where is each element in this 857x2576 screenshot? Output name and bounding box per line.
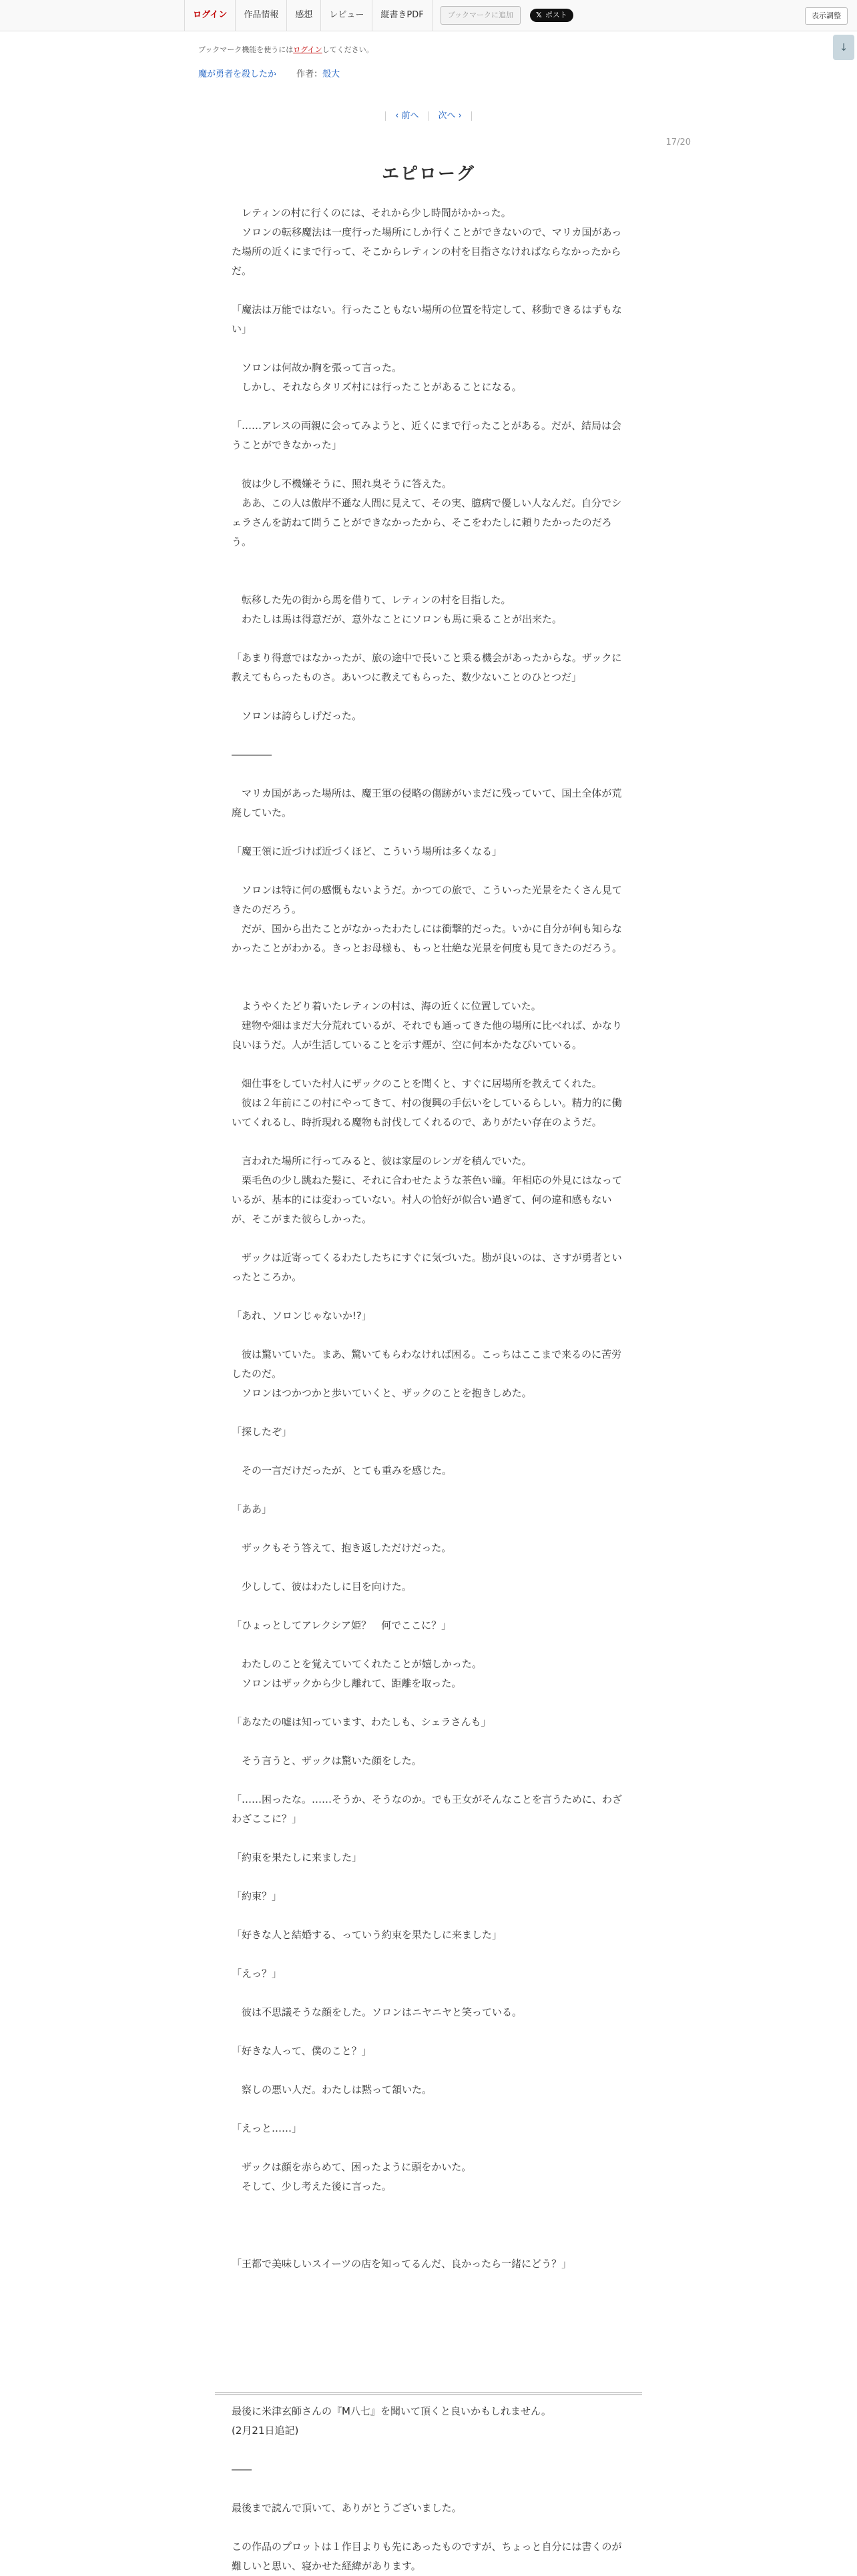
body-blank-line <box>232 1287 627 1306</box>
body-paragraph: ソロンはザックから少し離れて、距離を取った。 <box>232 1677 462 1689</box>
body-paragraph: 「探したぞ」 <box>232 1426 292 1438</box>
body-paragraph: 察しの悪い人だ。わたしは黙って頷いた。 <box>232 2084 433 2096</box>
body-paragraph: 「約束を果たしに来ました」 <box>232 1851 362 1863</box>
body-blank-line <box>232 1519 627 1539</box>
body-paragraph: ザックもそう答えて、抱き返しただけだった。 <box>232 1542 452 1554</box>
body-blank-line <box>232 977 627 997</box>
body-blank-line <box>232 1829 627 1848</box>
body-paragraph: 彼は不思議そうな顔をした。ソロンはニヤニヤと笑っている。 <box>232 2006 523 2018</box>
author-link[interactable]: 殻大 <box>322 69 340 79</box>
afterword-divider <box>215 2393 642 2395</box>
body-blank-line <box>232 1635 627 1655</box>
body-paragraph: レティンの村に行くのには、それから少し時間がかかった。 <box>232 207 511 219</box>
body-paragraph: ああ、この人は傲岸不遜な人間に見えて、その実、臆病で優しい人なんだ。自分でシェラさんを訪ねて問うことができなかったから、そこをわたしに頼りたかったのだろう。 <box>232 497 622 548</box>
body-blank-line <box>232 765 627 784</box>
login-link[interactable]: ログイン <box>184 0 236 31</box>
body-blank-line <box>232 1597 627 1616</box>
login-notice <box>198 44 374 55</box>
body-blank-line <box>232 2216 627 2235</box>
body-paragraph: 「好きな人と結婚する、っていう約束を果たしに来ました」 <box>232 1929 503 1941</box>
body-paragraph: その一言だけだったが、とても重みを感じた。 <box>232 1464 453 1476</box>
top-navigation <box>184 0 573 31</box>
body-paragraph: わたしは馬は得意だが、意外なことにソロンも馬に乗ることが出来た。 <box>232 613 563 625</box>
body-paragraph: 「魔法は万能ではない。行ったこともない場所の位置を特定して、移動できるはずもない」 <box>232 304 622 335</box>
body-blank-line <box>232 629 627 649</box>
body-blank-line <box>232 1132 627 1152</box>
body-paragraph: 「あれ、ソロンじゃないか!?」 <box>232 1310 372 1322</box>
prev-chapter-link[interactable]: ‹ 前へ <box>395 111 419 121</box>
afterword-paragraph: 最後に米津玄師さんの『M八七』を聞いて頂くと良いかもしれません。 <box>232 2405 551 2417</box>
body-paragraph: ソロンは誇らしげだった。 <box>232 710 362 722</box>
body-paragraph: 「……アレスの両親に会ってみようと、近くにまで行ったことがある。だが、結局は会うことができなかった」 <box>232 420 621 451</box>
body-paragraph: ソロンの転移魔法は一度行った場所にしか行くことができないので、マリカ国があった場所の近くにまで行って、そこからレティンの村を目指さなければならなかったからだ。 <box>232 226 622 277</box>
next-chapter-link[interactable]: 次へ › <box>438 111 462 121</box>
body-paragraph: 「魔王領に近づけば近づくほど、こういう場所は多くなる」 <box>232 845 503 857</box>
body-paragraph: ソロンは特に何の感慨もないようだ。かつての旅で、こういった光景をたくさん見てきたのだろう。 <box>232 884 622 915</box>
body-paragraph: 「あなたの嘘は知っています、わたしも、シェラさんも」 <box>232 1716 491 1728</box>
post-to-x-label: ポスト <box>545 11 567 19</box>
body-paragraph: だが、国から出たことがなかったわたしには衝撃的だった。いかに自分が何も知らなかったことがわかる。きっとお母様も、もっと壮絶な光景を何度も見てきたのだろう。 <box>232 923 623 954</box>
scroll-down-icon[interactable]: ↓ <box>833 35 854 60</box>
body-blank-line <box>232 455 627 474</box>
series-info <box>198 67 340 79</box>
body-paragraph: 「約束？」 <box>232 1890 282 1902</box>
body-paragraph: 言われた場所に行ってみると、彼は家屋のレンガを積んでいた。 <box>232 1155 532 1167</box>
vertical-pdf-link[interactable]: 縦書きPDF <box>372 0 432 31</box>
body-paragraph: そう言うと、ザックは驚いた顔をした。 <box>232 1755 422 1767</box>
body-blank-line <box>232 339 627 358</box>
afterword-blank-line <box>232 2518 627 2537</box>
notice-text-before: ブックマーク機能を使うには <box>198 45 294 54</box>
afterword-paragraph: 最後まで読んで頂いて、ありがとうございました。 <box>232 2502 462 2514</box>
body-blank-line <box>232 571 627 590</box>
pager-divider <box>471 111 472 121</box>
afterword-blank-line <box>232 2479 627 2499</box>
body-blank-line <box>232 2196 627 2216</box>
notice-login-link[interactable]: ログイン <box>293 45 322 54</box>
body-paragraph: マリカ国があった場所は、魔王軍の侵略の傷跡がいまだに残っていて、国土全体が荒廃していた。 <box>232 787 622 819</box>
body-blank-line <box>232 1732 627 1751</box>
series-title-link[interactable]: 魔が勇者を殺したか <box>198 69 277 79</box>
body-paragraph: ザックは顔を赤らめて、困ったように頭をかいた。 <box>232 2161 472 2173</box>
body-paragraph: 「えっと……」 <box>232 2122 302 2134</box>
body-paragraph: しかし、それならタリズ村には行ったことがあることになる。 <box>232 381 522 393</box>
body-blank-line <box>232 1055 627 1074</box>
body-paragraph: 転移した先の街から馬を借りて、レティンの村を目指した。 <box>232 594 511 606</box>
body-paragraph: 「あまり得意ではなかったが、旅の途中で長いこと乗る機会があったからな。ザックに教えてもらったものさ。あいつに教えてもらった、数少ないことのひとつだ」 <box>232 652 622 683</box>
body-paragraph: 「えっ？」 <box>232 1968 282 1980</box>
body-blank-line <box>232 1867 627 1887</box>
afterword-paragraph: この作品のプロットは１作目よりも先にあったものですが、ちょっと自分には書くのが難しいと思い、寝かせた経緯があります。 <box>232 2541 622 2572</box>
top-navigation-bar <box>0 0 857 31</box>
body-blank-line <box>232 1558 627 1577</box>
afterword-paragraph: ―― <box>232 2463 252 2475</box>
body-blank-line <box>232 1326 627 1345</box>
body-blank-line <box>232 552 627 571</box>
body-blank-line <box>232 861 627 881</box>
body-blank-line <box>232 1771 627 1790</box>
body-paragraph: ようやくたどり着いたレティンの村は、海の近くに位置していた。 <box>232 1000 541 1012</box>
body-paragraph: 「ひょっとしてアレクシア姫？ 何でここに？」 <box>232 1619 452 1631</box>
afterword-paragraph: (2月21日追記) <box>232 2425 299 2437</box>
body-blank-line <box>232 397 627 416</box>
work-info-link[interactable]: 作品情報 <box>236 0 287 31</box>
body-blank-line <box>232 1229 627 1248</box>
body-blank-line <box>232 281 627 300</box>
afterword <box>232 2402 627 2576</box>
body-blank-line <box>232 2138 627 2158</box>
body-paragraph: そして、少し考えた後に言った。 <box>232 2180 392 2192</box>
notice-text-after: してください。 <box>322 45 374 54</box>
body-blank-line <box>232 1480 627 1500</box>
body-paragraph: 少しして、彼はわたしに目を向けた。 <box>232 1581 412 1593</box>
body-blank-line <box>232 1906 627 1925</box>
afterword-blank-line <box>232 2441 627 2460</box>
chapter-pager <box>0 108 857 121</box>
author-label: 作者： <box>296 69 323 79</box>
body-blank-line <box>232 2235 627 2254</box>
impressions-link[interactable]: 感想 <box>287 0 321 31</box>
body-paragraph: 「好きな人って、僕のこと？」 <box>232 2045 372 2057</box>
body-paragraph: ソロンは何故か胸を張って言った。 <box>232 362 402 374</box>
display-settings-button[interactable]: 表示調整 <box>805 7 848 25</box>
body-paragraph: 栗毛色の少し跳ねた髪に、それに合わせたような茶色い瞳。年相応の外見にはなっているが、基本的には変わっていない。村人の恰好が似合い過ぎて、何の違和感もないが、そこがまた彼らしかった。 <box>232 1174 623 1225</box>
body-blank-line <box>232 726 627 745</box>
body-blank-line <box>232 687 627 707</box>
body-blank-line <box>232 2022 627 2042</box>
body-paragraph: 建物や畑はまだ大分荒れているが、それでも通ってきた他の場所に比べれば、かなり良いほうだ。人が生活していることを示す煙が、空に何本かたなびいている。 <box>232 1019 623 1051</box>
body-blank-line <box>232 1442 627 1461</box>
body-paragraph: 彼は２年前にこの村にやってきて、村の復興の手伝いをしているらしい。精力的に働いてくれるし、時折現れる魔物も討伐してくれるので、ありがたい存在のようだ。 <box>232 1097 622 1128</box>
body-paragraph: わたしのことを覚えていてくれたことが嬉しかった。 <box>232 1658 483 1670</box>
body-paragraph: 「王都で美味しいスイーツの店を知ってるんだ、良かったら一緒にどう？」 <box>232 2258 572 2270</box>
body-paragraph: ザックは近寄ってくるわたしたちにすぐに気づいた。勘が良いのは、さすが勇者といったところか。 <box>232 1252 622 1283</box>
review-link[interactable]: レビュー <box>321 0 372 31</box>
post-to-x-button[interactable] <box>530 9 573 22</box>
body-blank-line <box>232 2061 627 2080</box>
chapter-title: エピローグ <box>381 164 475 184</box>
x-logo-icon: 𝕏 <box>535 11 542 19</box>
body-blank-line <box>232 1984 627 2003</box>
body-paragraph: 彼は少し不機嫌そうに、照れ臭そうに答えた。 <box>232 478 453 490</box>
body-blank-line <box>232 958 627 977</box>
body-paragraph: 「ああ」 <box>232 1503 272 1515</box>
add-bookmark-button[interactable]: ブックマークに追加 <box>441 6 521 25</box>
body-paragraph: 彼は驚いていた。まあ、驚いてもらわなければ困る。こっちはここまで来るのに苦労したのだ。 <box>232 1348 622 1380</box>
body-blank-line <box>232 1403 627 1422</box>
body-paragraph: ―――― <box>232 749 272 761</box>
novel-body <box>232 203 627 2274</box>
body-paragraph: 「……困ったな。……そうか、そうなのか。でも王女がそんなことを言うために、わざわざここに？」 <box>232 1793 623 1825</box>
body-paragraph: 畑仕事をしていた村人にザックのことを聞くと、すぐに居場所を教えてくれた。 <box>232 1078 602 1090</box>
body-paragraph: ソロンはつかつかと歩いていくと、ザックのことを抱きしめた。 <box>232 1387 532 1399</box>
body-blank-line <box>232 2100 627 2119</box>
chapter-page-count: 17/20 <box>665 137 691 147</box>
body-blank-line <box>232 823 627 842</box>
body-blank-line <box>232 1945 627 1964</box>
body-blank-line <box>232 1693 627 1713</box>
